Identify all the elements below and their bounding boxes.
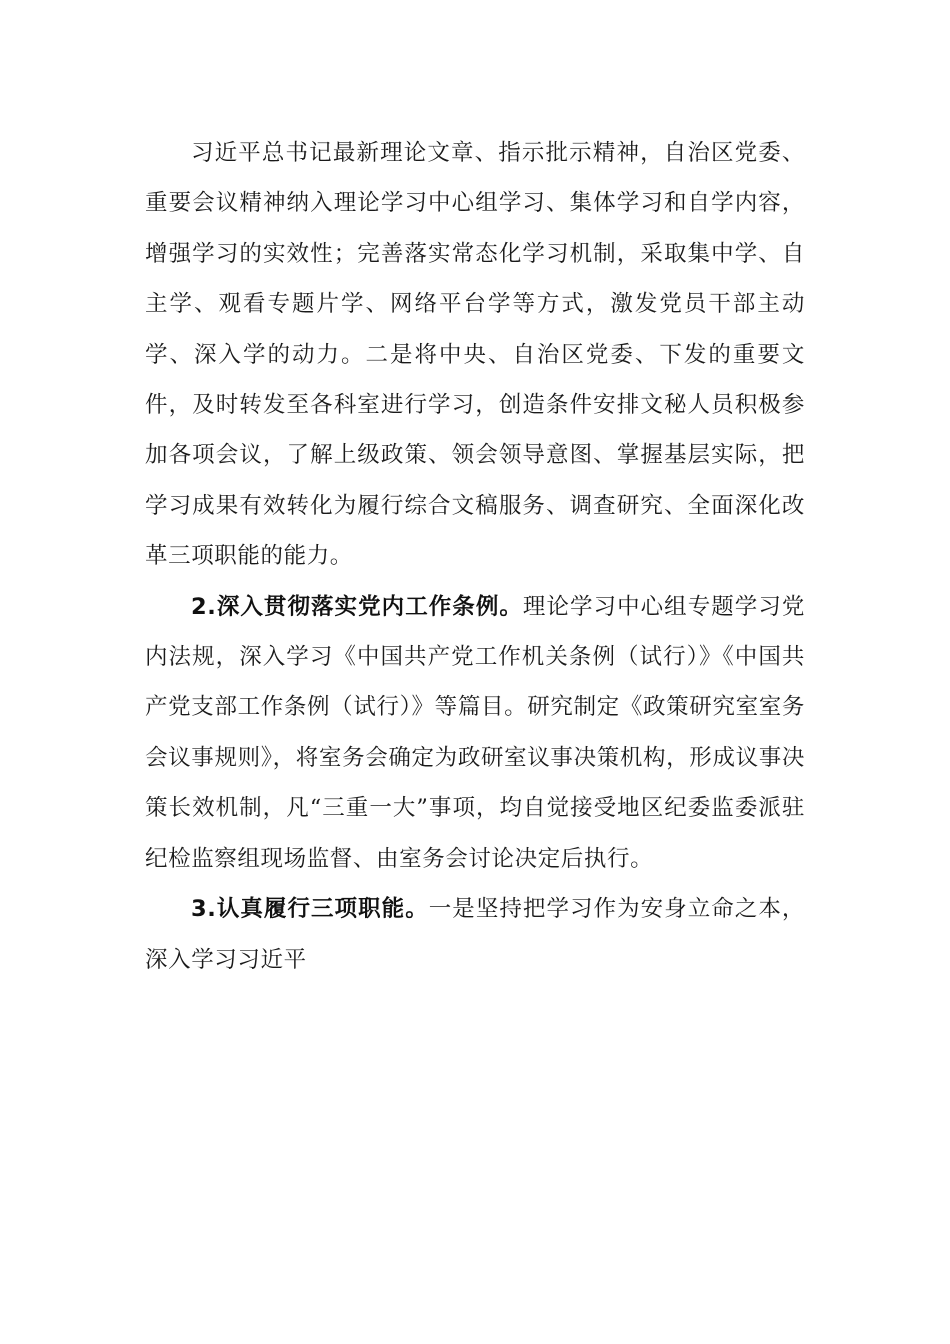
paragraph-1-text: 习近平总书记最新理论文章、指示批示精神，自治区党委、重要会议精神纳入理论学习中心组学习、集体学习和自学内容，增强学习的实效性；完善落实常态化学习机制，采取集中学、自主学、观看专题片学、网络平台学等方式，激发党员干部主动学、深入学的动力。二是将中央、自治区党委、下发的重要文件，及时转发至各科室进行学习，创造条件安排文秘人员积极参加各项会议，了解上级政策、领会领导意图、掌握基层实际，把学习成果有效转化为履行综合文稿服务、调查研究、全面深化改革三项职能的能力。 xyxy=(145,140,805,570)
paragraph-2-text: 理论学习中心组专题学习党内法规，深入学习《中国共产党工作机关条例（试行）》《中国共产党支部工作条例（试行）》等篇目。研究制定《政策研究室室务会议事规则》，将室务会确定为政研室议事决策机构，形成议事决策长效机制，凡“三重一大”事项，均自觉接受地区纪委监委派驻纪检监察组现场监督、由室务会讨论决定后执行。 xyxy=(145,593,805,872)
paragraph-2 xyxy=(145,582,805,884)
paragraph-3 xyxy=(145,884,805,985)
paragraph-3-heading: 3.认真履行三项职能。 xyxy=(191,896,429,923)
paragraph-2-heading: 2.深入贯彻落实党内工作条例。 xyxy=(191,593,523,620)
paragraph-1 xyxy=(145,128,805,582)
document-body xyxy=(145,128,805,985)
paragraph-3-text: 一是坚持把学习作为安身立命之本，深入学习习近平 xyxy=(145,896,805,973)
